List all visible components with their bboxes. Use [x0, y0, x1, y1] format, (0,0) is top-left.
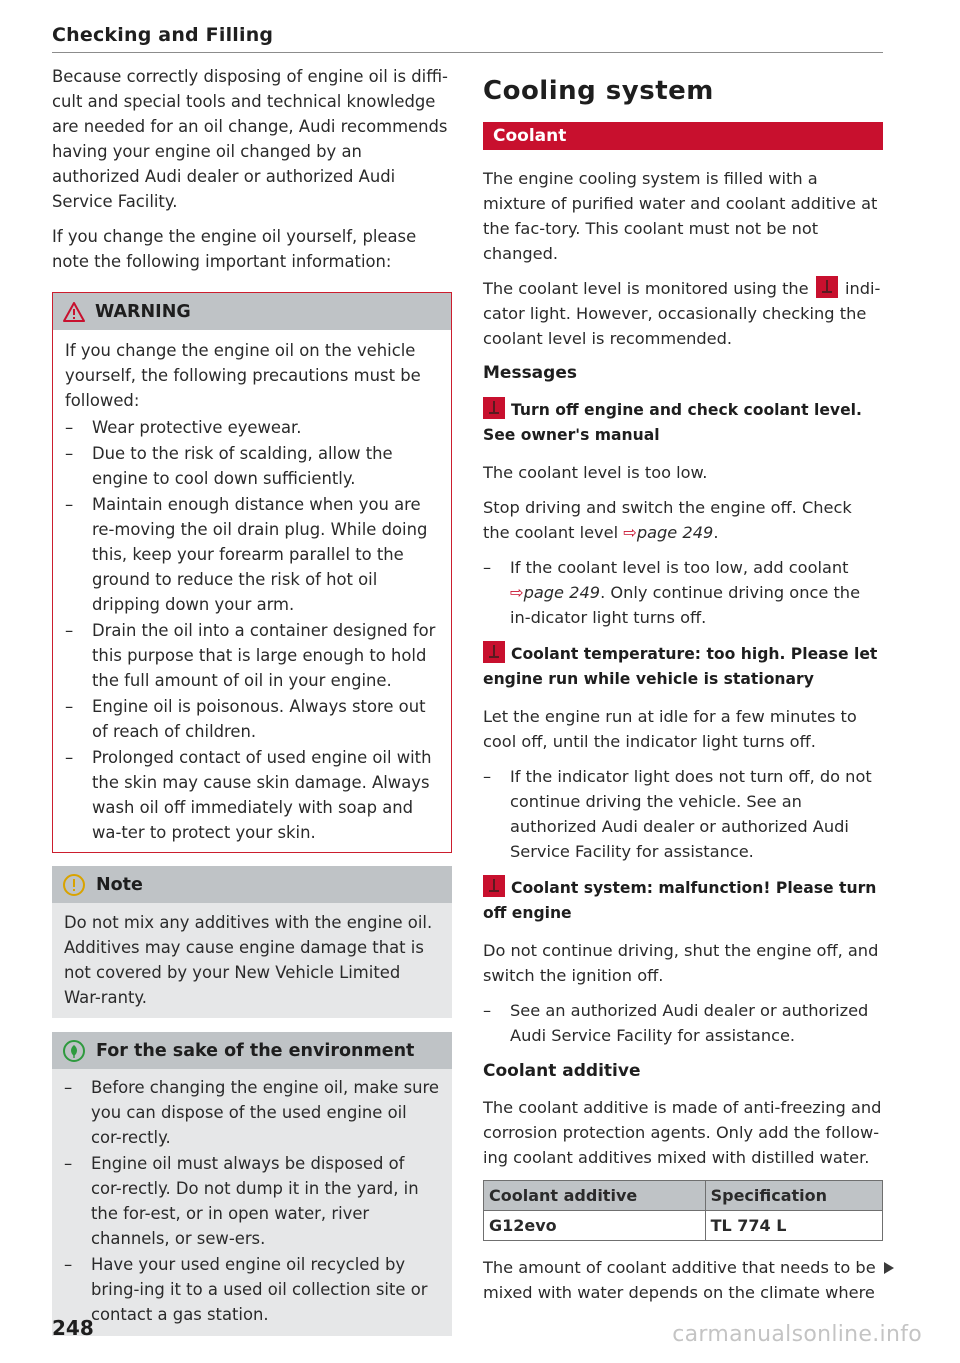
message-1-text: The coolant level is too low.: [483, 463, 708, 482]
environment-item: – Before changing the engine oil, make sure you can dispose of the used engine oil cor-rectly.: [64, 1078, 439, 1147]
warning-item: – Wear protective eyewear.: [65, 418, 302, 437]
note-exclamation-icon: [62, 873, 86, 897]
table-row: [484, 1211, 883, 1241]
warning-triangle-icon: [63, 302, 85, 322]
table-cell: TL 774 L: [705, 1211, 882, 1241]
table-header-row: [484, 1181, 883, 1211]
warning-item: – Engine oil is poisonous. Always store out of reach of children.: [65, 697, 426, 741]
environment-box: [52, 1032, 452, 1336]
note-text: Do not mix any additives with the engine oil. Additives may cause engine damage that is not covered by your New Vehicle Limited War-ranty.: [64, 913, 433, 1007]
warning-header: [53, 293, 451, 330]
warning-item: – Drain the oil into a container designed for this purpose that is large enough to hold the full amount of oil in your engine.: [65, 621, 436, 690]
coolant-section-bar: Coolant: [483, 122, 883, 150]
page-reference-link[interactable]: ⇨page 249: [510, 583, 601, 602]
warning-item: – Prolonged contact of used engine oil with the skin may cause skin damage. Always wash oil off immediately with soap and wa-ter to protect your skin.: [65, 748, 432, 842]
continue-arrow-icon: [884, 1262, 894, 1274]
message-3-text: Do not continue driving, shut the engine off, and switch the ignition off.: [483, 941, 879, 985]
environment-title: For the sake of the environment: [96, 1040, 415, 1061]
message-2-text: Let the engine run at idle for a few minutes to cool off, until the indicator light turns off.: [483, 707, 857, 751]
message-1-instruction: Stop driving and switch the engine off. Check the coolant level ⇨page 249.: [483, 498, 852, 542]
table-header-cell: Coolant additive: [484, 1181, 706, 1211]
coolant-indicator-icon: [483, 875, 505, 897]
environment-leaf-icon: [62, 1039, 86, 1063]
intro-paragraph-2: If you change the engine oil yourself, please note the following important information:: [52, 227, 417, 271]
coolant-additive-table: [483, 1180, 883, 1241]
header-divider: [52, 52, 883, 53]
table-header-cell: Specification: [705, 1181, 882, 1211]
coolant-indicator-icon: [483, 397, 505, 419]
warning-intro: If you change the engine oil on the vehicle yourself, the following precautions must be followed:: [65, 341, 421, 410]
warning-title: WARNING: [95, 301, 191, 322]
coolant-indicator-icon: [483, 641, 505, 663]
coolant-monitor-paragraph: The coolant level is monitored using the indi-cator light. However, occasionally checking the coolant level is recommended.: [483, 276, 883, 351]
note-header: [52, 866, 452, 903]
warning-box: [52, 292, 452, 853]
environment-header: [52, 1032, 452, 1069]
message-2-bullet: – If the indicator light does not turn off, do not continue driving the vehicle. See an authorized Audi dealer or authorized Audi Service Facility for assistance.: [483, 767, 872, 861]
message-1-bullet: – If the coolant level is too low, add coolant ⇨page 249. Only continue driving once the in-dicator light turns off.: [483, 558, 861, 627]
left-column: [52, 64, 452, 1336]
coolant-intro: The engine cooling system is filled with a mixture of purified water and coolant additive at the fac-tory. This coolant must not be not changed.: [483, 169, 878, 263]
note-title: Note: [96, 874, 143, 895]
environment-item: – Engine oil must always be disposed of cor-rectly. Do not dump it in the yard, in the for-est, or in open water, river channels, or sew-ers.: [64, 1154, 419, 1248]
page-header-title: Checking and Filling: [52, 24, 274, 46]
environment-body: [52, 1069, 452, 1336]
page-number: 248: [52, 1316, 94, 1340]
message-3-bullet: – See an authorized Audi dealer or authorized Audi Service Facility for assistance.: [483, 1001, 869, 1045]
message-2-title: Coolant temperature: too high. Please let engine run while vehicle is stationary: [483, 641, 883, 692]
note-box: [52, 866, 452, 1018]
warning-item: – Maintain enough distance when you are re-moving the oil drain plug. While doing this, keep your forearm parallel to the ground to reduce the risk of hot oil dripping down your arm.: [65, 495, 428, 614]
coolant-additive-text: The coolant additive is made of anti-freezing and corrosion protection agents. Only add the follow-ing coolant additives mixed with distilled water.: [483, 1098, 882, 1167]
coolant-indicator-icon: [816, 276, 838, 298]
intro-paragraph-1: Because correctly disposing of engine oil is diffi-cult and special tools and technical knowledge are needed for an oil change, Audi recommends having your engine oil changed by an authorized Audi dealer or authorized Audi Service Facility.: [52, 67, 448, 211]
section-title: Cooling system: [483, 76, 714, 106]
watermark: carmanualsonline.info: [672, 1322, 922, 1347]
warning-item: – Due to the risk of scalding, allow the engine to cool down sufficiently.: [65, 444, 393, 488]
note-body: [52, 903, 452, 1018]
page-reference-link[interactable]: ⇨page 249: [623, 523, 714, 542]
warning-body: [53, 330, 451, 852]
coolant-additive-heading: Coolant additive: [483, 1061, 641, 1081]
right-column: [483, 64, 883, 1315]
environment-item: – Have your used engine oil recycled by bring-ing it to a used oil collection site or contact a gas station.: [64, 1255, 428, 1324]
message-3-title: Coolant system: malfunction! Please turn off engine: [483, 875, 883, 926]
message-1-title: Turn off engine and check coolant level. See owner's manual: [483, 397, 883, 448]
coolant-final-text: The amount of coolant additive that needs to be mixed with water depends on the climate where: [483, 1258, 876, 1302]
table-cell: G12evo: [484, 1211, 706, 1241]
messages-heading: Messages: [483, 363, 577, 383]
